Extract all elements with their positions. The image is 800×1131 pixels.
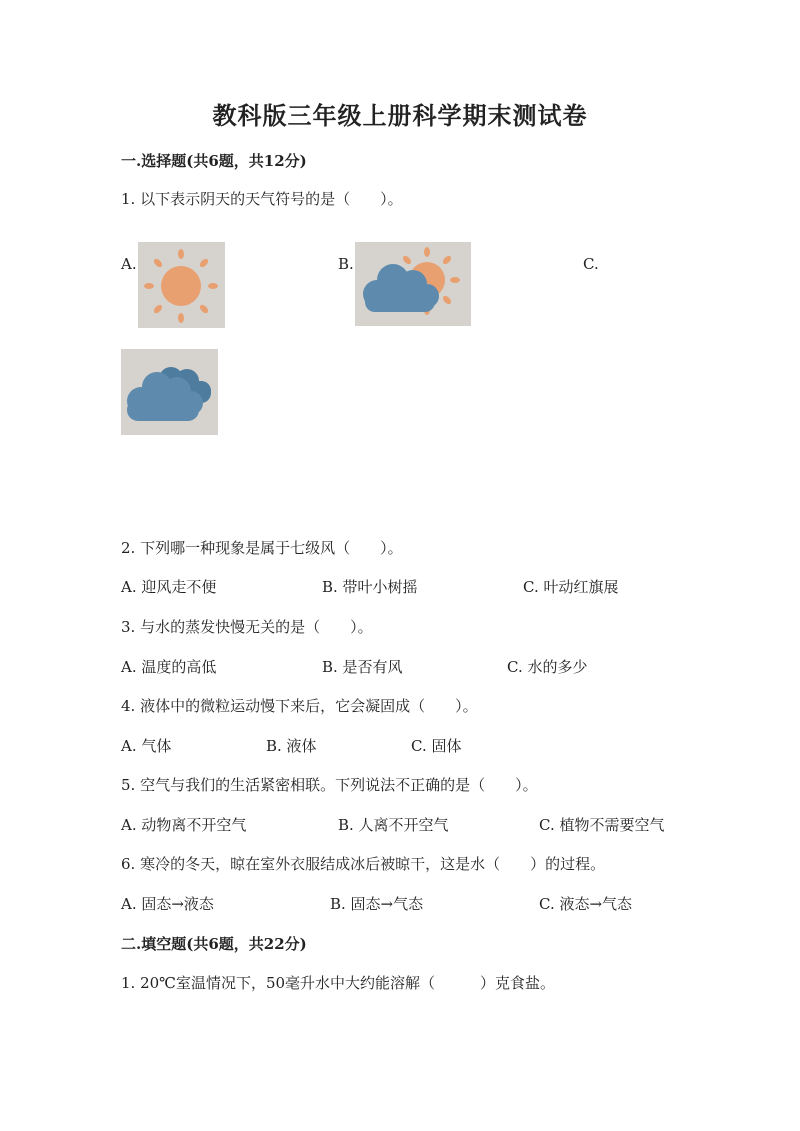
q3-option-b: B. 是否有风 <box>322 658 403 676</box>
sun-behind-cloud-icon <box>355 242 471 326</box>
question-6: 6. 寒冷的冬天，晾在室外衣服结成冰后被晾干，这是水（ ）的过程。 <box>121 855 606 873</box>
q1-option-b-label: B. <box>338 255 354 273</box>
q2-option-c: C. 叶动红旗展 <box>523 578 619 596</box>
q4-option-b: B. 液体 <box>266 737 317 755</box>
q1-option-c-label: C. <box>583 255 599 273</box>
q3-option-a: A. 温度的高低 <box>121 658 217 676</box>
q6-option-c: C. 液态→气态 <box>539 895 633 913</box>
question-2: 2. 下列哪一种现象是属于七级风（ ）。 <box>121 539 403 557</box>
q5-option-b: B. 人离不开空气 <box>338 816 449 834</box>
q4-option-a: A. 气体 <box>121 737 172 755</box>
q2-option-a: A. 迎风走不便 <box>121 578 217 596</box>
q3-option-c: C. 水的多少 <box>507 658 588 676</box>
page-title: 教科版三年级上册科学期末测试卷 <box>212 101 588 130</box>
sun-icon <box>138 242 225 328</box>
q1-option-a-label: A. <box>121 255 137 273</box>
cloud-icon <box>121 349 218 435</box>
question-5: 5. 空气与我们的生活紧密相联。下列说法不正确的是（ ）。 <box>121 776 538 794</box>
q5-option-a: A. 动物离不开空气 <box>121 816 247 834</box>
question-4: 4. 液体中的微粒运动慢下来后，它会凝固成（ ）。 <box>121 697 478 715</box>
q6-option-a: A. 固态→液态 <box>121 895 214 913</box>
section-heading-fill-in: 二.填空题(共6题，共22分) <box>121 935 307 953</box>
fill-question-1: 1. 20℃室温情况下，50毫升水中大约能溶解（ ）克食盐。 <box>121 974 556 992</box>
q6-option-b: B. 固态→气态 <box>330 895 424 913</box>
q2-option-b: B. 带叶小树摇 <box>322 578 418 596</box>
question-1: 1. 以下表示阴天的天气符号的是（ ）。 <box>121 190 403 208</box>
q4-option-c: C. 固体 <box>411 737 462 755</box>
section-heading-choice: 一.选择题(共6题，共12分) <box>121 152 307 170</box>
q5-option-c: C. 植物不需要空气 <box>539 816 665 834</box>
question-3: 3. 与水的蒸发快慢无关的是（ ）。 <box>121 618 373 636</box>
